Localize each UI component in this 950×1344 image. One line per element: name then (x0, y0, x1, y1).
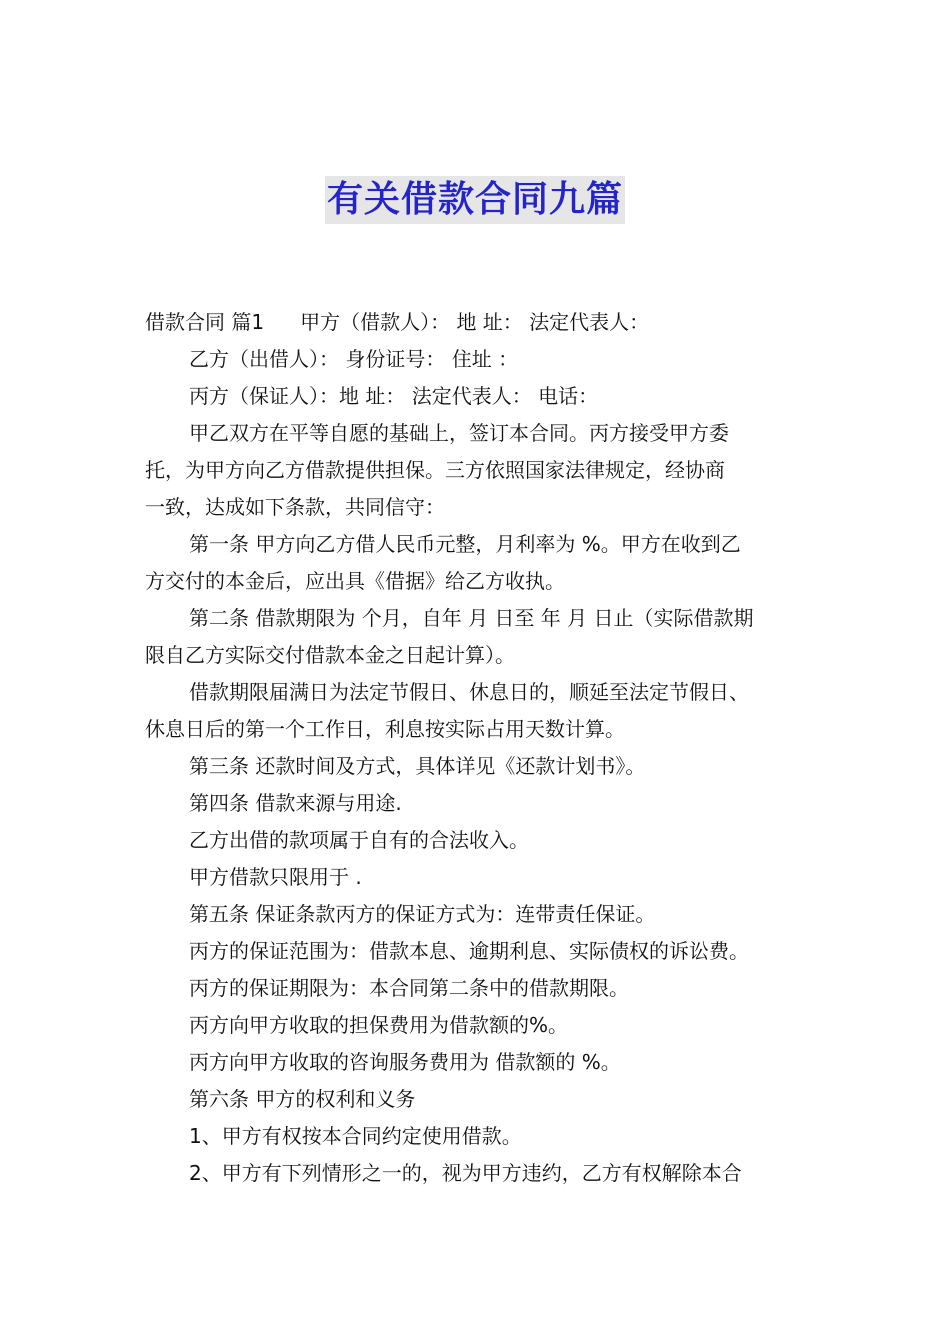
document-body (145, 304, 835, 1192)
paragraph-line: 一致，达成如下条款，共同信守： (145, 495, 445, 519)
paragraph-line: 休息日后的第一个工作日，利息按实际占用天数计算。 (145, 717, 625, 741)
paragraph-line: 第六条 甲方的权利和义务 (189, 1087, 416, 1111)
paragraph-line: 第五条 保证条款丙方的保证方式为：连带责任保证。 (189, 902, 656, 926)
paragraph-line (145, 304, 835, 341)
paragraph-line: 第三条 还款时间及方式，具体详见《还款计划书》。 (189, 754, 646, 778)
paragraph-line: 丙方（保证人）：地 址： 法定代表人： 电话： (189, 384, 599, 408)
paragraph-line: 方交付的本金后，应出具《借据》给乙方收执。 (145, 569, 565, 593)
line-text: 甲方（借款人）： 地 址： 法定代表人： (300, 310, 650, 334)
paragraph-line: 1、甲方有权按本合同约定使用借款。 (189, 1124, 522, 1148)
document-title-wrap (0, 176, 950, 224)
paragraph-line: 丙方向甲方收取的担保费用为借款额的%。 (189, 1013, 569, 1037)
paragraph-line: 甲方借款只限用于 . (189, 865, 362, 889)
paragraph-line: 第二条 借款期限为 个月，自年 月 日至 年 月 日止（实际借款期 (189, 606, 754, 630)
paragraph-line: 第四条 借款来源与用途. (189, 791, 402, 815)
paragraph-line: 乙方出借的款项属于自有的合法收入。 (189, 828, 529, 852)
paragraph-line: 丙方的保证范围为：借款本息、逾期利息、实际债权的诉讼费。 (189, 939, 749, 963)
paragraph-line: 丙方向甲方收取的咨询服务费用为 借款额的 %。 (189, 1050, 621, 1074)
paragraph-line: 限自乙方实际交付借款本金之日起计算）。 (145, 643, 515, 667)
document-title: 有关借款合同九篇 (325, 176, 625, 224)
paragraph-line: 2、甲方有下列情形之一的，视为甲方违约，乙方有权解除本合 (189, 1161, 742, 1185)
paragraph-line: 甲乙双方在平等自愿的基础上，签订本合同。丙方接受甲方委 (189, 421, 729, 445)
paragraph-line: 丙方的保证期限为：本合同第二条中的借款期限。 (189, 976, 629, 1000)
paragraph-line: 借款期限届满日为法定节假日、休息日的，顺延至法定节假日、 (189, 680, 749, 704)
paragraph-line: 第一条 甲方向乙方借人民币元整，月利率为 %。甲方在收到乙 (189, 532, 741, 556)
paragraph-line: 乙方（出借人）： 身份证号： 住址 ： (189, 347, 519, 371)
paragraph-line: 托，为甲方向乙方借款提供担保。三方依照国家法律规定，经协商 (145, 458, 725, 482)
section-heading: 借款合同 篇1 (145, 310, 265, 334)
